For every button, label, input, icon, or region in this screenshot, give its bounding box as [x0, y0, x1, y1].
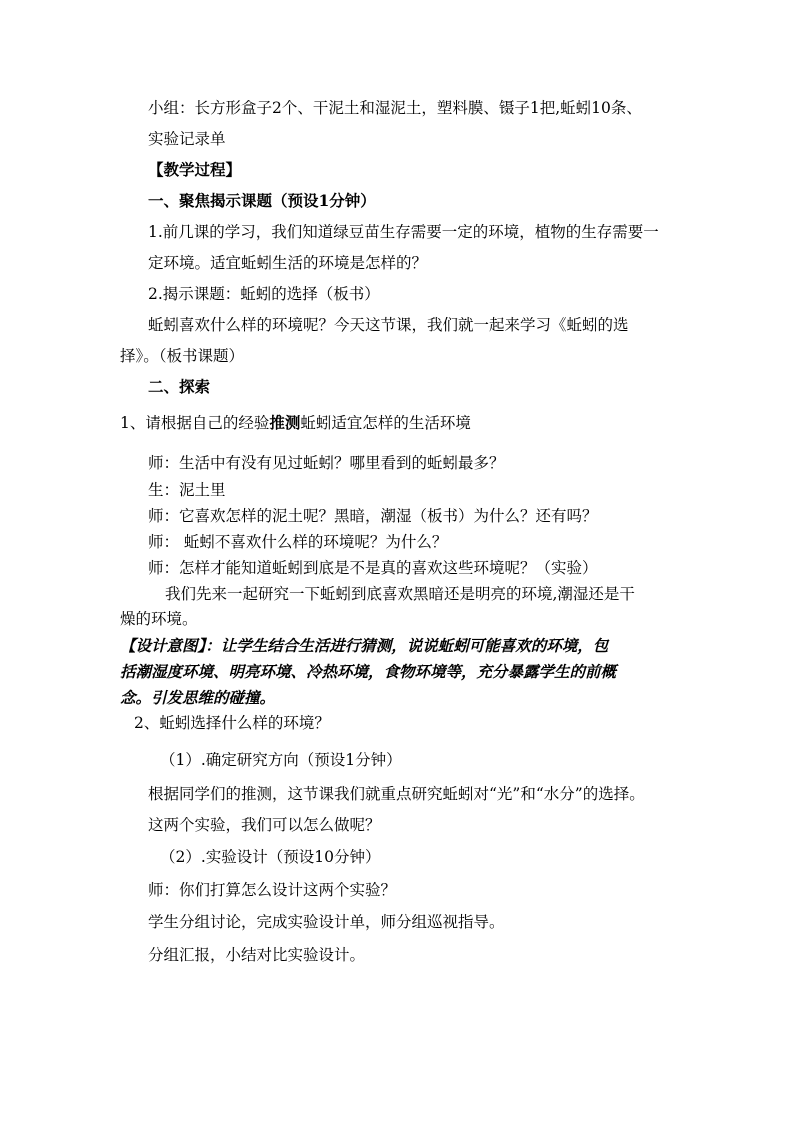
paragraph-topic: 2.揭示课题：蚯蚓的选择（板书）: [148, 285, 380, 303]
design-intent: 【设计意图】：让学生结合生活进行猜测，说说蚯蚓可能喜欢的环境，包: [120, 636, 609, 655]
design-intent-end: 念。引发思维的碰撞。: [120, 688, 276, 707]
step-1-suffix: 蚯蚓适宜怎样的生活环境: [300, 414, 471, 432]
step-1-line: [120, 413, 471, 433]
paragraph-intro-cont: 择》。（板书课题）: [120, 347, 245, 365]
paragraph-discussion: 学生分组讨论，完成实验设计单，师分组巡视指导。: [148, 913, 505, 931]
sub-step-2-heading: （2）.实验设计（预设10分钟）: [160, 848, 381, 866]
step-1-prefix: 1、请根据自己的经验: [120, 414, 270, 432]
paragraph-intro: 蚯蚓喜欢什么样的环境呢？今天这节课，我们就一起来学习《蚯蚓的选: [148, 316, 629, 334]
step-2-heading: 2、蚯蚓选择什么样的环境？: [134, 714, 330, 732]
dialogue-line: 师：它喜欢怎样的泥土呢？黑暗，潮湿（板书）为什么？还有吗？: [148, 507, 598, 525]
materials-line-cont: 实验记录单: [148, 130, 226, 148]
paragraph-research: 我们先来一起研究一下蚯蚓到底喜欢黑暗还是明亮的环境,潮湿还是干: [165, 585, 635, 603]
paragraph-review-cont: 定环境。适宜蚯蚓生活的环境是怎样的？: [148, 254, 428, 272]
dialogue-line: 师：怎样才能知道蚯蚓到底是不是真的喜欢这些环境呢？（实验）: [148, 559, 598, 577]
paragraph-direction: 根据同学们的推测，这节课我们就重点研究蚯蚓对“光”和“水分”的选择。: [148, 785, 645, 803]
sub-step-1-heading: （1）.确定研究方向（预设1分钟）: [160, 751, 402, 769]
paragraph-direction-cont: 这两个实验，我们可以怎么做呢？: [148, 816, 381, 834]
dialogue-line: 师： 蚯蚓不喜欢什么样的环境呢？为什么？: [148, 533, 448, 551]
materials-line: 小组：长方形盒子2个、干泥土和湿泥土，塑料膜、镊子1把,蚯蚓10条、: [148, 99, 642, 117]
design-intent-cont: 括潮湿度环境、明亮环境、冷热环境，食物环境等，充分暴露学生的前概: [120, 662, 617, 681]
paragraph-design-question: 师：你们打算怎么设计这两个实验？: [148, 881, 397, 899]
step-1-keyword: 推测: [269, 413, 301, 432]
section-heading-1: 一、聚焦揭示课题（预设1分钟）: [148, 191, 376, 210]
paragraph-review: 1.前几课的学习，我们知道绿豆苗生存需要一定的环境，植物的生存需要一: [148, 223, 659, 241]
paragraph-research-cont: 燥的环境。: [120, 610, 198, 628]
dialogue-line: 生：泥土里: [148, 481, 226, 499]
section-heading-process: 【教学过程】: [148, 160, 242, 179]
paragraph-report: 分组汇报，小结对比实验设计。: [148, 946, 366, 964]
section-heading-2: 二、探索: [148, 377, 211, 396]
dialogue-line: 师：生活中有没有见过蚯蚓？哪里看到的蚯蚓最多？: [148, 454, 505, 472]
